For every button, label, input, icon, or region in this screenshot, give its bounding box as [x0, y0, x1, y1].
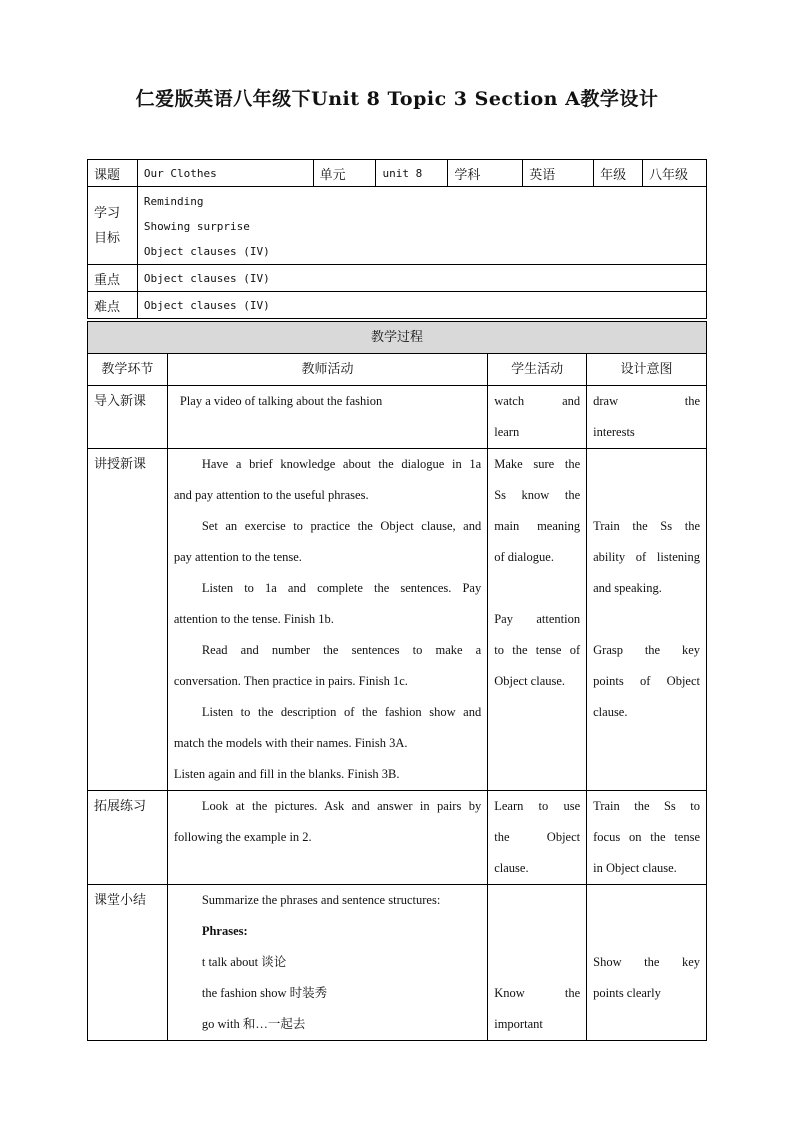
- goal-item: Reminding: [143, 195, 204, 208]
- intent-cell: [587, 791, 707, 885]
- process-header: 教学过程: [88, 322, 707, 354]
- student-line: [494, 947, 580, 978]
- intent-line: draw the: [593, 394, 700, 408]
- student-line: Learn to use: [494, 799, 581, 813]
- teacher-line: Look at the pictures. Ask and answer in pairs by: [201, 799, 482, 813]
- student-line: to the tense of: [494, 643, 581, 657]
- goals-value: [137, 187, 706, 265]
- student-line: learn: [494, 425, 520, 439]
- intent-line: [593, 449, 700, 480]
- teacher-line: Set an exercise to practice the Object clause, and: [201, 519, 482, 533]
- student-line: Pay attention: [494, 612, 581, 626]
- intent-line: ability of listening: [593, 550, 700, 564]
- table-row: [88, 386, 707, 449]
- intent-line: [593, 885, 700, 916]
- info-row-difficult: [88, 292, 707, 319]
- key-label: 重点: [88, 265, 138, 292]
- topic-label: 课题: [88, 160, 138, 187]
- intent-line: [593, 604, 700, 635]
- intent-line: focus on the tense: [593, 830, 700, 844]
- teacher-line: conversation. Then practice in pairs. Finish 1c.: [173, 674, 408, 688]
- intent-line: interests: [593, 425, 635, 439]
- intent-line: and speaking.: [593, 581, 662, 595]
- grade-value: 八年级: [643, 160, 707, 187]
- stage-cell: 导入新课: [88, 386, 168, 449]
- student-line: Object clause.: [494, 674, 566, 688]
- student-cell: [488, 885, 587, 1041]
- intent-line: Train the Ss to: [593, 799, 700, 813]
- stage-cell: 课堂小结: [88, 885, 168, 1041]
- intent-cell: [587, 386, 707, 449]
- info-table: [87, 159, 707, 319]
- subject-value: 英语: [523, 160, 594, 187]
- stage-cell: 讲授新课: [88, 449, 168, 791]
- col-intent: 设计意图: [587, 354, 707, 386]
- student-line: important: [494, 1017, 543, 1031]
- student-line: main meaning: [494, 519, 581, 533]
- intent-line: points clearly: [593, 986, 661, 1000]
- intent-line: points of Object: [593, 674, 700, 688]
- student-line: clause.: [494, 861, 529, 875]
- intent-line: Show the key: [593, 955, 700, 969]
- table-row: [88, 791, 707, 885]
- intent-line: Train the Ss the: [593, 519, 700, 533]
- teacher-line: following the example in 2.: [173, 830, 312, 844]
- process-table: [87, 321, 707, 1041]
- teacher-line: match the models with their names. Finish 3A.: [173, 736, 408, 750]
- table-row: [88, 885, 707, 1041]
- intent-line: [593, 480, 700, 511]
- key-value: Object clauses (IV): [137, 265, 706, 292]
- teacher-line: Summarize the phrases and sentence structures:: [201, 893, 441, 907]
- unit-label: 单元: [313, 160, 376, 187]
- teacher-line: Phrases:: [201, 924, 248, 938]
- teacher-cell: [167, 791, 487, 885]
- student-line: of dialogue.: [494, 550, 554, 564]
- student-line: Make sure the: [494, 457, 581, 471]
- goals-label: [88, 187, 138, 265]
- difficult-value: Object clauses (IV): [137, 292, 706, 319]
- teacher-line: t talk about 谈论: [201, 955, 287, 969]
- teacher-line: Have a brief knowledge about the dialogue in 1a: [201, 457, 482, 471]
- teacher-line: Listen to 1a and complete the sentences. Pay: [201, 581, 482, 595]
- page-title: 仁爱版英语八年级下Unit 8 Topic 3 Section A教学设计: [135, 88, 659, 110]
- student-line: [494, 573, 580, 604]
- student-line: watch and: [494, 394, 581, 408]
- info-row-topic: [88, 160, 707, 187]
- teacher-line: the fashion show 时装秀: [201, 986, 328, 1000]
- intent-line: [593, 916, 700, 947]
- student-line: Know the: [494, 986, 581, 1000]
- goal-item: Showing surprise: [143, 220, 250, 233]
- goals-label-line: 学习: [94, 205, 121, 221]
- col-student: 学生活动: [488, 354, 587, 386]
- info-row-goals: [88, 187, 707, 265]
- topic-value: Our Clothes: [137, 160, 313, 187]
- goals-label-line: 目标: [94, 230, 121, 246]
- teacher-line: Read and number the sentences to make a: [201, 643, 482, 657]
- intent-line: in Object clause.: [593, 861, 677, 875]
- student-line: [494, 885, 580, 916]
- teacher-cell: [167, 885, 487, 1041]
- teacher-line: Listen again and fill in the blanks. Finish 3B.: [173, 767, 400, 781]
- student-cell: [488, 791, 587, 885]
- col-teacher: 教师活动: [167, 354, 487, 386]
- teacher-line: attention to the tense. Finish 1b.: [173, 612, 334, 626]
- stage-cell: 拓展练习: [88, 791, 168, 885]
- column-header-row: [88, 354, 707, 386]
- student-line: Ss know the: [494, 488, 581, 502]
- teacher-line: go with 和…一起去: [201, 1017, 306, 1031]
- student-line: the Object: [494, 830, 581, 844]
- goal-item: Object clauses (IV): [143, 245, 270, 258]
- difficult-label: 难点: [88, 292, 138, 319]
- student-cell: [488, 386, 587, 449]
- teacher-line: pay attention to the tense.: [173, 550, 302, 564]
- teacher-line: Listen to the description of the fashion show and: [201, 705, 482, 719]
- grade-label: 年级: [594, 160, 643, 187]
- subject-label: 学科: [448, 160, 523, 187]
- teacher-line: and pay attention to the useful phrases.: [173, 488, 369, 502]
- student-cell: [488, 449, 587, 791]
- intent-line: clause.: [593, 705, 628, 719]
- table-row: [88, 449, 707, 791]
- col-stage: 教学环节: [88, 354, 168, 386]
- teacher-cell: Play a video of talking about the fashion: [167, 386, 487, 449]
- student-line: [494, 916, 580, 947]
- info-row-key: [88, 265, 707, 292]
- intent-cell: [587, 449, 707, 791]
- intent-line: Grasp the key: [593, 643, 700, 657]
- unit-value: unit 8: [376, 160, 448, 187]
- intent-cell: [587, 885, 707, 1041]
- teacher-cell: [167, 449, 487, 791]
